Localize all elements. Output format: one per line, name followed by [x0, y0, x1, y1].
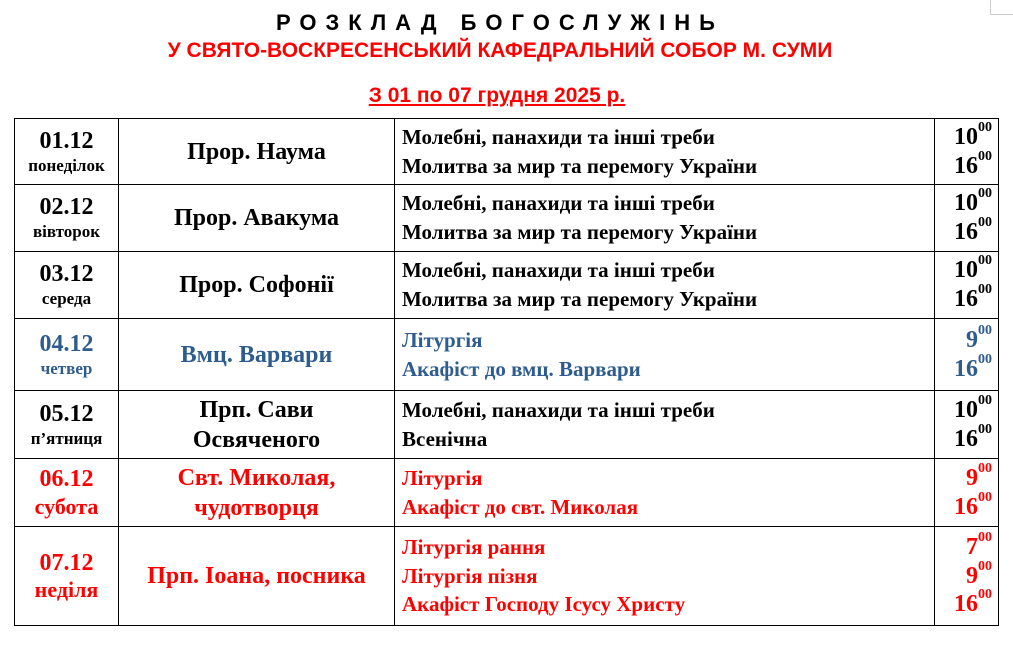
- feast-name: Прор. Софонії: [179, 272, 334, 298]
- times-cell: [935, 459, 999, 527]
- service-time: [935, 186, 992, 218]
- service-item: Молебні, панахиди та інші треби: [402, 258, 715, 283]
- service-time: [935, 421, 992, 454]
- date-label: 05.12: [39, 400, 94, 427]
- feast-name: Свт. Миколая,: [177, 464, 336, 491]
- service-item: Літургія: [402, 465, 483, 490]
- service-time: [935, 392, 992, 425]
- services-cell: [395, 252, 935, 319]
- service-time: [935, 587, 992, 619]
- time-hour: 10: [954, 257, 978, 284]
- time-hour: 10: [954, 396, 978, 423]
- feast-name: Прп. Іоана, посника: [147, 563, 366, 589]
- time-minutes: 00: [978, 392, 992, 408]
- time-hour: 16: [954, 355, 978, 382]
- date-cell: [15, 252, 119, 319]
- time-hour: 9: [966, 464, 978, 491]
- services-cell: [395, 319, 935, 391]
- service-item: Молебні, панахиди та інші треби: [402, 124, 715, 149]
- time-hour: 16: [954, 219, 978, 245]
- feast-name: Прор. Наума: [187, 138, 326, 165]
- service-item: Молитва за мир та перемогу України: [402, 287, 758, 311]
- date-label: 04.12: [39, 330, 94, 357]
- weekday-label: п’ятниця: [30, 428, 103, 448]
- services-cell: [395, 391, 935, 459]
- services-cell: [395, 527, 935, 626]
- date-cell: [15, 185, 119, 252]
- schedule-table: [14, 118, 999, 626]
- time-minutes: 00: [978, 186, 992, 202]
- date-label: 01.12: [39, 127, 94, 154]
- times-cell: [935, 319, 999, 391]
- services-cell: [395, 185, 935, 252]
- service-item: Акафіст до вмц. Варвари: [402, 356, 641, 381]
- time-minutes: 00: [978, 460, 992, 476]
- feast-cell: [119, 252, 395, 319]
- time-minutes: 00: [978, 215, 992, 230]
- feast-name: Прор. Авакума: [173, 205, 339, 231]
- date-label: 07.12: [39, 549, 94, 576]
- service-item: Акафіст Господу Ісусу Христу: [402, 592, 686, 617]
- time-minutes: 00: [978, 148, 992, 164]
- service-item: Молебні, панахиди та інші треби: [402, 397, 715, 422]
- weekday-label: четвер: [40, 358, 93, 378]
- feast-cell: [119, 185, 395, 252]
- schedule-row: [15, 119, 999, 185]
- service-item: Літургія: [402, 327, 483, 352]
- times-cell: [935, 185, 999, 252]
- time-hour: 9: [966, 326, 978, 353]
- time-minutes: 00: [978, 119, 992, 135]
- time-hour: 16: [954, 591, 978, 618]
- time-hour: 16: [954, 425, 978, 452]
- schedule-row: [15, 391, 999, 459]
- service-time: [935, 215, 992, 247]
- feast-cell: [119, 319, 395, 391]
- schedule-row: [15, 252, 999, 319]
- time-minutes: 00: [978, 421, 992, 437]
- service-item: Молитва за мир та перемогу України: [402, 220, 758, 244]
- date-range: З 01 по 07 грудня 2025 р.: [368, 84, 626, 107]
- service-time: [935, 119, 992, 152]
- weekday-label: середа: [41, 289, 92, 309]
- time-hour: 10: [954, 123, 978, 150]
- time-minutes: 00: [978, 587, 992, 603]
- date-cell: [15, 391, 119, 459]
- time-minutes: 00: [978, 529, 992, 545]
- date-cell: [15, 119, 119, 185]
- feast-cell: [119, 527, 395, 626]
- feast-cell: [119, 391, 395, 459]
- service-item: Молебні, панахиди та інші треби: [402, 191, 715, 216]
- schedule-row: [15, 527, 999, 626]
- weekday-label: вівторок: [32, 222, 101, 242]
- schedule-row: [15, 319, 999, 391]
- page-subtitle: У СВЯТО-ВОСКРЕСЕНСЬКИЙ КАФЕДРАЛЬНИЙ СОБОР М. СУМИ: [167, 39, 833, 62]
- services-cell: [395, 459, 935, 527]
- service-item: Літургія рання: [402, 534, 546, 559]
- feast-name: Прп. Сави: [199, 396, 314, 423]
- service-item: Молитва за мир та перемогу України: [402, 153, 758, 178]
- time-minutes: 00: [978, 489, 992, 505]
- time-hour: 16: [954, 493, 978, 520]
- service-time: [935, 351, 992, 384]
- service-time: [935, 460, 992, 493]
- service-time: [935, 322, 992, 355]
- time-minutes: 00: [978, 558, 992, 574]
- time-hour: 16: [954, 286, 978, 312]
- services-cell: [395, 119, 935, 185]
- times-cell: [935, 119, 999, 185]
- schedule-row: [15, 459, 999, 527]
- date-label: 06.12: [39, 466, 94, 493]
- date-cell: [15, 459, 119, 527]
- feast-cell: [119, 119, 395, 185]
- time-hour: 7: [966, 533, 978, 560]
- page-title: РОЗКЛАД БОГОСЛУЖІНЬ: [275, 10, 724, 35]
- time-minutes: 00: [978, 282, 992, 297]
- times-cell: [935, 391, 999, 459]
- schedule-row: [15, 185, 999, 252]
- service-time: [935, 282, 992, 314]
- weekday-label: неділя: [34, 577, 99, 603]
- feast-name: чудотворця: [194, 494, 319, 521]
- times-cell: [935, 252, 999, 319]
- date-cell: [15, 527, 119, 626]
- date-cell: [15, 319, 119, 391]
- service-item: Всенічна: [402, 426, 488, 451]
- time-hour: 10: [954, 190, 978, 217]
- date-label: 02.12: [39, 194, 94, 221]
- time-minutes: 00: [978, 351, 992, 367]
- feast-name: Вмц. Варвари: [180, 341, 333, 368]
- service-time: [935, 148, 992, 181]
- time-hour: 16: [954, 152, 978, 179]
- service-time: [935, 253, 992, 285]
- weekday-label: понеділок: [28, 155, 105, 175]
- date-label: 03.12: [39, 261, 94, 288]
- service-time: [935, 489, 992, 522]
- service-time: [935, 529, 992, 562]
- times-cell: [935, 527, 999, 626]
- weekday-label: субота: [34, 493, 99, 519]
- service-item: Літургія пізня: [402, 563, 538, 588]
- time-minutes: 00: [978, 322, 992, 338]
- feast-cell: [119, 459, 395, 527]
- time-hour: 9: [966, 562, 978, 589]
- feast-name: Освяченого: [192, 426, 321, 453]
- service-item: Акафіст до свт. Миколая: [402, 494, 639, 519]
- time-minutes: 00: [978, 253, 992, 269]
